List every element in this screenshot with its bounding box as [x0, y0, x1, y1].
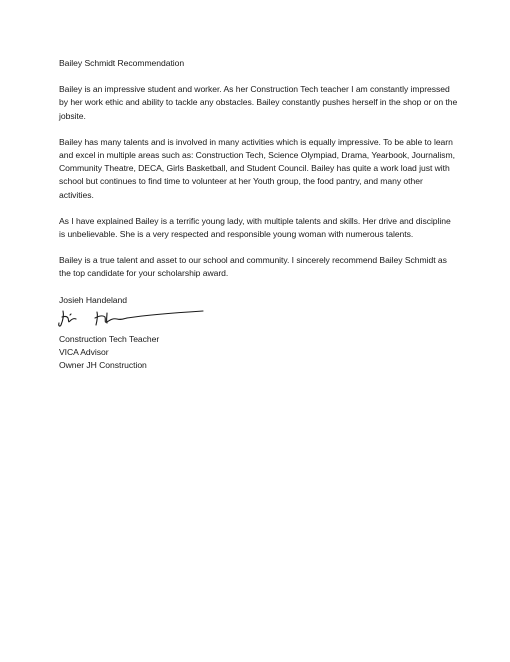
signer-name: Josieh Handeland [59, 294, 128, 305]
signer-title-owner: Owner JH Construction [59, 360, 147, 371]
signer-title-teacher: Construction Tech Teacher [59, 333, 160, 344]
paragraph-character: As I have explained Bailey is a terrific young lady, with multiple talents and skills. Her drive and discipline is unbelievable. She is a very respected and responsible young woman with numerous talents. [59, 215, 451, 240]
signer-title-advisor: VICA Advisor [59, 347, 109, 358]
paragraph-intro: Bailey is an impressive student and worker. As her Construction Tech teacher I am constantly impressed by her work ethic and ability to tackle any obstacles. Bailey constantly pushes herself in the shop or on the jobsite. [59, 84, 458, 121]
letter-body [59, 57, 459, 372]
letter-title: Bailey Schmidt Recommendation [59, 58, 185, 68]
paragraph-recommendation: Bailey is a true talent and asset to our school and community. I sincerely recommend Bailey Schmidt as the top candidate for your scholarship award. [59, 255, 447, 279]
signature-block [59, 294, 459, 373]
paragraph-activities: Bailey has many talents and is involved in many activities which is equally impressive. To be able to learn and excel in multiple areas such as: Construction Tech, Science Olympiad, Drama, Yearbook, Journalism, Community Theatre, DECA, Girls Basketball, and Student Council. Bailey has quite a work load just with school but continues to find time to volunteer at her Youth group, the food pantry, and many other activities. [59, 136, 455, 200]
signature-icon [57, 307, 207, 329]
